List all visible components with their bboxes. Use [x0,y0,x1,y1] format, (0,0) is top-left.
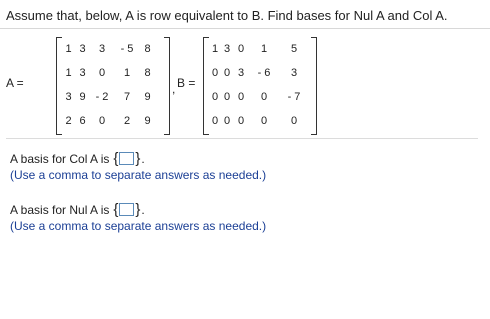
matrix-entry: 0 [223,115,231,127]
col-a-answer-line [10,150,145,167]
matrix-entry: 0 [211,91,219,103]
col-a-hint: (Use a comma to separate answers as needed.) [10,168,267,182]
matrix-entry: - 7 [287,91,301,103]
matrix-entry: 2 [65,115,72,127]
nul-a-hint: (Use a comma to separate answers as needed.) [10,219,267,233]
matrix-entry: 0 [237,43,245,55]
matrix-entry: 1 [65,43,72,55]
matrix-entry: 3 [79,67,86,79]
matrix-entry: 0 [237,115,245,127]
matrix-row [62,109,155,133]
matrix-entry: 3 [290,67,298,79]
col-a-prompt: A basis for Col A is [10,151,110,166]
matrix-entry: 1 [260,43,268,55]
matrix-b-label: B = [177,76,196,90]
question-text: Assume that, below, A is row equivalent to B. Find bases for Nul A and Col A. [6,8,448,23]
matrix-entry: 9 [144,91,151,103]
matrix-entry: 0 [237,91,245,103]
matrix-row [209,85,309,109]
section-divider [6,138,478,139]
matrix-entry: 8 [144,67,151,79]
matrix-entry: 0 [290,115,298,127]
matrix-row [209,37,309,61]
matrix-b [209,37,309,133]
matrix-entry: 0 [211,67,219,79]
matrix-separator: , [172,82,176,96]
matrix-entry: 1 [65,67,72,79]
nul-a-answer-line [10,201,145,218]
matrix-entry: 0 [223,91,231,103]
nul-a-close-brace: } [135,201,141,218]
matrix-entry: 0 [223,67,231,79]
matrix-entry: 9 [79,91,86,103]
matrix-row [62,61,155,85]
col-a-open-brace: { [113,150,119,167]
matrix-entry: 3 [65,91,72,103]
matrix-entry: 7 [123,91,131,103]
nul-a-answer-input[interactable] [119,203,134,216]
col-a-close-brace: } [135,150,141,167]
matrix-row [62,37,155,61]
nul-a-period: . [141,202,145,217]
matrix-entry: 9 [144,115,151,127]
matrix-entry: 5 [290,43,298,55]
matrix-a-label: A = [6,76,24,90]
nul-a-prompt: A basis for Nul A is [10,202,110,217]
matrix-b-right-bracket [311,37,317,135]
matrix-entry: 1 [123,67,131,79]
matrix-entry: 0 [260,91,268,103]
matrix-entry: 2 [123,115,131,127]
matrix-entry: 3 [98,43,106,55]
matrix-entry: - 2 [95,91,109,103]
matrix-entry: 1 [211,43,219,55]
matrix-row [209,61,309,85]
matrix-a [62,37,155,133]
matrix-entry: 8 [144,43,151,55]
matrix-entry: 3 [237,67,245,79]
col-a-answer-input[interactable] [119,152,134,165]
matrix-entry: - 6 [257,67,271,79]
matrix-entry: 3 [223,43,231,55]
nul-a-open-brace: { [113,201,119,218]
top-divider [0,28,490,29]
matrix-a-right-bracket [164,37,170,135]
matrix-entry: - 5 [120,43,134,55]
col-a-period: . [141,151,145,166]
matrix-entry: 0 [211,115,219,127]
matrix-entry: 6 [79,115,86,127]
matrix-entry: 0 [98,115,106,127]
matrix-entry: 3 [79,43,86,55]
matrix-row [62,85,155,109]
matrix-entry: 0 [260,115,268,127]
matrix-entry: 0 [98,67,106,79]
matrix-row [209,109,309,133]
